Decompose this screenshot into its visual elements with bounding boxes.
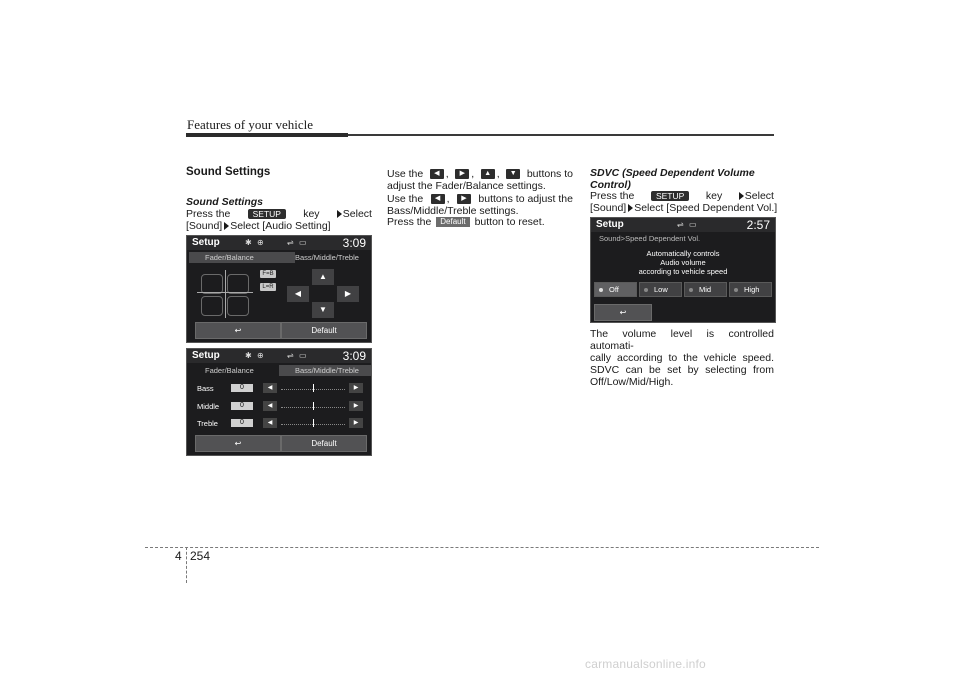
back-button[interactable]: ↩ — [195, 322, 281, 339]
select-text: Select — [744, 190, 774, 202]
sdvc-desc-line1: The volume level is controlled automati- — [590, 328, 774, 352]
buttons-adjust-text: buttons to adjust the — [478, 193, 573, 205]
default-button-icon: Default — [436, 217, 469, 227]
sdvc-message-line1: Automatically controls — [646, 249, 720, 258]
sdvc-option-off[interactable] — [594, 282, 637, 297]
default-button[interactable]: Default — [281, 435, 367, 452]
eq-label-treble: Treble — [197, 419, 218, 428]
treble-decrease-button[interactable]: ◀ — [263, 418, 277, 428]
left-arrow-button[interactable]: ◀ — [287, 286, 309, 302]
balance-crosshair-v — [225, 270, 226, 318]
press-text: Press the — [186, 208, 231, 220]
chapter-number: 4 — [175, 549, 182, 563]
screen-tabs — [189, 365, 369, 376]
seat-rear-left — [201, 296, 223, 316]
bluetooth-icon: ✱ — [245, 351, 252, 360]
sdvc-heading — [590, 167, 755, 191]
fader-balance-screen — [186, 235, 372, 343]
option-label: Low — [654, 285, 668, 294]
sdvc-heading-line2: Control) — [590, 179, 631, 191]
fader-value-pill: F=B — [260, 270, 276, 278]
tab-bass-middle-treble[interactable]: Bass/Middle/Treble — [279, 365, 372, 376]
tab-fader-balance[interactable]: Fader/Balance — [189, 252, 295, 263]
buttons-to-text: buttons to — [526, 168, 573, 180]
right-arrow-button[interactable]: ▶ — [337, 286, 359, 302]
left-button-icon: ◀ — [431, 194, 445, 204]
sound-text: [Sound] — [590, 202, 627, 214]
treble-increase-button[interactable]: ▶ — [349, 418, 363, 428]
down-button-icon: ▼ — [506, 169, 520, 179]
bass-decrease-button[interactable]: ◀ — [263, 383, 277, 393]
usb-icon: ⇌ — [287, 351, 294, 360]
footer-rule — [145, 547, 819, 548]
sdvc-option-mid[interactable] — [684, 282, 727, 297]
phone-icon: ⊕ — [257, 238, 264, 247]
treble-slider-marker — [313, 419, 314, 427]
sdvc-message-line3: according to vehicle speed — [638, 267, 728, 276]
sound-text: [Sound] — [186, 220, 223, 232]
sdvc-message-line2: Audio volume — [660, 258, 706, 267]
ipod-icon: ▭ — [299, 238, 307, 247]
sdvc-screen — [590, 217, 776, 323]
sdvc-option-low[interactable] — [639, 282, 682, 297]
radio-dot-icon — [644, 288, 648, 292]
middle-slider-marker — [313, 402, 314, 410]
arrow-right-icon — [628, 204, 633, 212]
bass-middle-treble-screen — [186, 348, 372, 456]
usb-icon: ⇌ — [677, 220, 684, 229]
setup-key: SETUP — [248, 209, 286, 219]
bass-slider-marker — [313, 384, 314, 392]
key-text: key — [303, 208, 320, 220]
usb-icon: ⇌ — [287, 238, 294, 247]
col2-paragraph-reset — [387, 216, 545, 228]
sdvc-desc-line2: cally according to the vehicle speed. — [590, 352, 774, 364]
col2-paragraph-eq: Use the ◀ , ▶ buttons to adjust the Bass/Middle/Treble settings. — [387, 193, 573, 217]
eq-value-middle: 0 — [231, 402, 253, 410]
screen-title: Setup — [596, 219, 624, 230]
arrow-right-icon — [224, 222, 229, 230]
bass-increase-button[interactable]: ▶ — [349, 383, 363, 393]
screen-tabs — [189, 252, 369, 263]
key-text: key — [705, 190, 723, 202]
watermark: carmanualsonline.info — [585, 657, 706, 671]
use-the-text: Use the — [387, 193, 424, 205]
screen-title: Setup — [192, 350, 220, 361]
up-arrow-button[interactable]: ▲ — [312, 269, 334, 285]
col3-line1 — [590, 190, 774, 202]
seat-front-right — [227, 274, 249, 294]
sound-settings-subheading: Sound Settings — [186, 196, 263, 208]
press-the-text: Press the — [387, 216, 432, 228]
sdvc-desc-line3: SDVC can be set by selecting from — [590, 364, 774, 376]
fader-instruction-text: adjust the Fader/Balance settings. — [387, 180, 546, 192]
press-text: Press the — [590, 190, 635, 202]
tab-fader-balance[interactable]: Fader/Balance — [205, 366, 254, 375]
option-label: Mid — [699, 285, 712, 294]
screen-title: Setup — [192, 237, 220, 248]
col2-paragraph-fader: Use the ◀ , ▶ , ▲ , ▼ buttons to adjust the Fader/Balance settings. — [387, 168, 573, 192]
option-label: High — [744, 285, 760, 294]
tab-bass-middle-treble[interactable]: Bass/Middle/Treble — [295, 253, 359, 262]
sdvc-message — [591, 249, 775, 276]
footer-divider — [186, 547, 187, 583]
seat-rear-right — [227, 296, 249, 316]
select-text: Select — [342, 208, 372, 220]
radio-dot-icon — [689, 288, 693, 292]
middle-increase-button[interactable]: ▶ — [349, 401, 363, 411]
col1-line2 — [186, 220, 331, 232]
ipod-icon: ▭ — [689, 220, 697, 229]
screen-time: 3:09 — [342, 349, 366, 363]
default-button[interactable]: Default — [281, 322, 367, 339]
arrow-right-icon — [337, 210, 342, 218]
screen-time: 2:57 — [746, 218, 770, 232]
header-rule — [348, 134, 774, 136]
seat-front-left — [201, 274, 223, 294]
option-label: Off — [609, 285, 619, 294]
select-audio-setting-text: Select [Audio Setting] — [230, 220, 331, 232]
select-sdvc-text: Select [Speed Dependent Vol.] — [634, 202, 778, 214]
col1-line1 — [186, 208, 372, 220]
arrow-right-icon — [739, 192, 744, 200]
balance-value-pill: L=R — [260, 283, 276, 291]
right-button-icon: ▶ — [455, 169, 469, 179]
middle-decrease-button[interactable]: ◀ — [263, 401, 277, 411]
up-button-icon: ▲ — [481, 169, 495, 179]
sound-settings-heading: Sound Settings — [186, 166, 271, 178]
eq-label-bass: Bass — [197, 384, 214, 393]
down-arrow-button[interactable]: ▼ — [312, 302, 334, 318]
bluetooth-icon: ✱ — [245, 238, 252, 247]
reset-text: button to reset. — [474, 216, 545, 228]
use-the-text: Use the — [387, 168, 424, 180]
eq-value-bass: 0 — [231, 384, 253, 392]
ipod-icon: ▭ — [299, 351, 307, 360]
radio-dot-icon — [599, 288, 603, 292]
sdvc-option-high[interactable] — [729, 282, 772, 297]
page-number: 254 — [190, 549, 211, 563]
left-button-icon: ◀ — [430, 169, 444, 179]
screen-time: 3:09 — [342, 236, 366, 250]
sdvc-heading-line1: SDVC (Speed Dependent Volume — [590, 167, 755, 179]
eq-instruction-text: Bass/Middle/Treble settings. — [387, 205, 519, 217]
screen-breadcrumb: Sound>Speed Dependent Vol. — [599, 234, 701, 243]
sdvc-desc-line4: Off/Low/Mid/High. — [590, 376, 674, 388]
eq-value-treble: 0 — [231, 419, 253, 427]
back-button[interactable]: ↩ — [195, 435, 281, 452]
col3-line2 — [590, 202, 777, 214]
header-rule-dark — [186, 133, 348, 137]
sdvc-description — [590, 328, 774, 388]
back-button[interactable]: ↩ — [594, 304, 652, 321]
section-header-title: Features of your vehicle — [187, 117, 313, 132]
setup-key: SETUP — [651, 191, 689, 201]
eq-label-middle: Middle — [197, 402, 220, 411]
right-button-icon: ▶ — [457, 194, 471, 204]
radio-dot-icon — [734, 288, 738, 292]
phone-icon: ⊕ — [257, 351, 264, 360]
